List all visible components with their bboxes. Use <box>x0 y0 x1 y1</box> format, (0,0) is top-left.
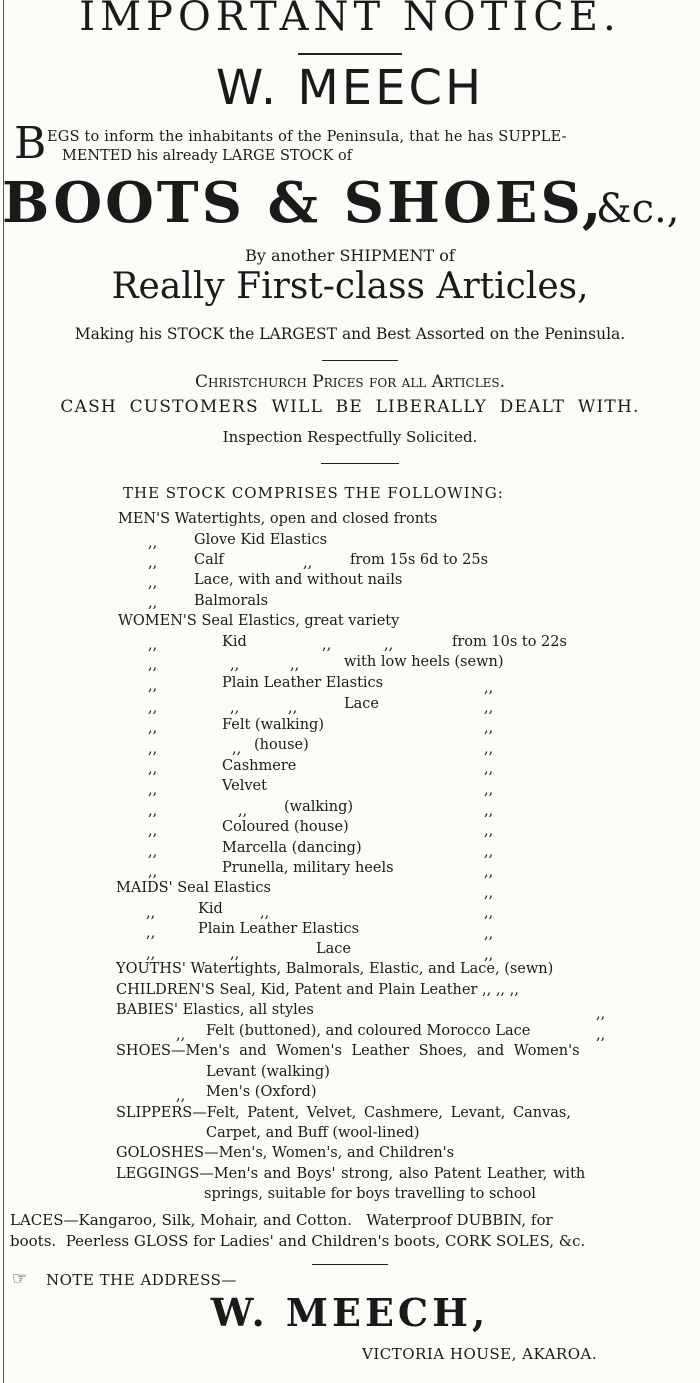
ditto-mark: ,, <box>148 864 158 880</box>
ditto-mark: ,, <box>148 575 158 591</box>
ditto-mark: ,, <box>322 637 332 653</box>
list-item: Lace <box>316 941 351 957</box>
ditto-mark: ,, <box>148 535 158 551</box>
category-babies: BABIES' Elastics, all styles <box>116 1002 314 1018</box>
ditto-mark: ,, <box>303 555 313 571</box>
ditto-mark: ,, <box>596 1006 606 1022</box>
laces-line-2: boots. Peerless GLOSS for Ladies' and Children's boots, CORK SOLES, &c. <box>10 1232 586 1250</box>
pointing-hand-icon: ☞ <box>12 1269 28 1289</box>
articles-headline: Really First-class Articles, <box>111 266 589 307</box>
ditto-mark: ,, <box>148 823 158 839</box>
ditto-mark: ,, <box>230 700 240 716</box>
category-goloshes: GOLOSHES—Men's, Women's, and Children's <box>116 1145 455 1161</box>
ditto-mark: ,, <box>484 823 494 839</box>
list-item: Kid <box>198 901 223 917</box>
ditto-mark: ,, <box>148 803 158 819</box>
list-item: Velvet <box>222 778 267 794</box>
category-men: MEN'S Watertights, open and closed fronts <box>118 511 438 527</box>
ditto-mark: ,, <box>148 844 158 860</box>
ditto-mark: ,, <box>260 905 270 921</box>
ditto-mark: ,, <box>238 803 248 819</box>
list-item: Lace <box>344 696 379 712</box>
ditto-mark: ,, <box>230 946 240 962</box>
divider <box>321 463 399 464</box>
ditto-mark: ,, <box>148 700 158 716</box>
list-item: Carpet, and Buff (wool-lined) <box>206 1125 420 1141</box>
ditto-mark: ,, <box>148 761 158 777</box>
list-item: from 15s 6d to 25s <box>350 552 489 568</box>
ditto-mark: ,, <box>146 946 156 962</box>
ditto-mark: ,, <box>148 637 158 653</box>
ditto-mark: ,, <box>484 864 494 880</box>
ditto-mark: ,, <box>484 926 494 942</box>
ditto-mark: ,, <box>148 555 158 571</box>
cash-line: CASH CUSTOMERS WILL BE LIBERALLY DEALT WITH. <box>60 397 640 417</box>
ditto-mark: ,, <box>384 637 394 653</box>
category-youths: YOUTHS' Watertights, Balmorals, Elastic, and Lace, (sewn) <box>116 961 554 977</box>
list-item: Coloured (house) <box>222 819 349 835</box>
list-item: Felt (buttoned), and coloured Morocco Lace <box>206 1023 531 1039</box>
category-maids: MAIDS' Seal Elastics <box>116 880 271 896</box>
ditto-mark: ,, <box>148 782 158 798</box>
prices-line: Christchurch Prices for all Articles. <box>194 372 506 392</box>
ditto-mark: ,, <box>484 720 494 736</box>
ditto-mark: ,, <box>232 741 242 757</box>
ditto-mark: ,, <box>146 905 156 921</box>
shipment-line: By another SHIPMENT of <box>245 246 455 265</box>
category-shoes: SHOES—Men's and Women's Leather Shoes, and Women's <box>116 1043 580 1059</box>
list-item: Plain Leather Elastics <box>198 921 360 937</box>
divider <box>322 360 398 361</box>
category-slippers: SLIPPERS—Felt, Patent, Velvet, Cashmere, Levant, Canvas, <box>116 1105 571 1121</box>
divider <box>298 53 402 55</box>
merchant-name: W. MEECH <box>215 60 485 116</box>
ditto-mark: ,, <box>484 844 494 860</box>
list-item: springs, suitable for boys travelling to school <box>204 1186 536 1202</box>
list-item: from 10s to 22s <box>452 634 567 650</box>
ditto-mark: ,, <box>290 657 300 673</box>
ditto-mark: ,, <box>148 595 158 611</box>
category-children: CHILDREN'S Seal, Kid, Patent and Plain Leather ,, ,, ,, <box>116 982 519 998</box>
ditto-mark: ,, <box>484 947 494 963</box>
note-address: NOTE THE ADDRESS— <box>46 1271 237 1289</box>
inspection-line: Inspection Respectfully Solicited. <box>222 428 478 446</box>
ditto-mark: ,, <box>484 782 494 798</box>
merchant-signature: W. MEECH, <box>210 1290 490 1335</box>
notice-heading: IMPORTANT NOTICE. <box>79 0 621 40</box>
address-line: VICTORIA HOUSE, AKAROA. <box>362 1345 598 1363</box>
list-item: Men's (Oxford) <box>206 1084 317 1100</box>
list-item: (house) <box>254 737 309 753</box>
list-item: Felt (walking) <box>222 717 324 733</box>
list-item: Marcella (dancing) <box>222 840 362 856</box>
ditto-mark: ,, <box>596 1027 606 1043</box>
ditto-mark: ,, <box>484 905 494 921</box>
etc-mark: &c., <box>596 186 680 232</box>
list-item: Plain Leather Elastics <box>222 675 384 691</box>
ditto-mark: ,, <box>146 925 156 941</box>
list-item: Glove Kid Elastics <box>194 532 328 548</box>
list-item: Lace, with and without nails <box>194 572 403 588</box>
ditto-mark: ,, <box>484 680 494 696</box>
stock-heading: THE STOCK COMPRISES THE FOLLOWING: <box>123 484 504 502</box>
intro-line-1: EGS to inform the inhabitants of the Peninsula, that he has SUPPLE- <box>47 129 567 145</box>
ditto-mark: ,, <box>484 741 494 757</box>
list-item: Cashmere <box>222 758 297 774</box>
intro-line-2: MENTED his already LARGE STOCK of <box>62 148 353 164</box>
list-item: Prunella, military heels <box>222 860 394 876</box>
category-leggings: LEGGINGS—Men's and Boys' strong, also Patent Leather, with <box>116 1166 586 1182</box>
list-item: Balmorals <box>194 593 269 609</box>
list-item: Levant (walking) <box>206 1064 330 1080</box>
making-line: Making his STOCK the LARGEST and Best Assorted on the Peninsula. <box>74 325 626 343</box>
divider <box>312 1264 388 1265</box>
ditto-mark: ,, <box>148 678 158 694</box>
ditto-mark: ,, <box>230 657 240 673</box>
boots-shoes-headline: BOOTS & SHOES, <box>2 170 605 236</box>
laces-line-1: LACES—Kangaroo, Silk, Mohair, and Cotton. Waterproof DUBBIN, for <box>10 1211 553 1229</box>
drop-cap: B <box>14 118 47 169</box>
list-item: Calf <box>194 552 224 568</box>
ditto-mark: ,, <box>148 741 158 757</box>
ditto-mark: ,, <box>148 657 158 673</box>
ditto-mark: ,, <box>176 1088 186 1104</box>
ditto-mark: ,, <box>176 1027 186 1043</box>
list-item: with low heels (sewn) <box>344 654 504 670</box>
category-women: WOMEN'S Seal Elastics, great variety <box>118 613 400 629</box>
ditto-mark: ,, <box>484 885 494 901</box>
ditto-mark: ,, <box>484 761 494 777</box>
ditto-mark: ,, <box>484 803 494 819</box>
ditto-mark: ,, <box>484 700 494 716</box>
ditto-mark: ,, <box>288 700 298 716</box>
list-item: (walking) <box>284 799 354 815</box>
ditto-mark: ,, <box>148 720 158 736</box>
list-item: Kid <box>222 634 247 650</box>
